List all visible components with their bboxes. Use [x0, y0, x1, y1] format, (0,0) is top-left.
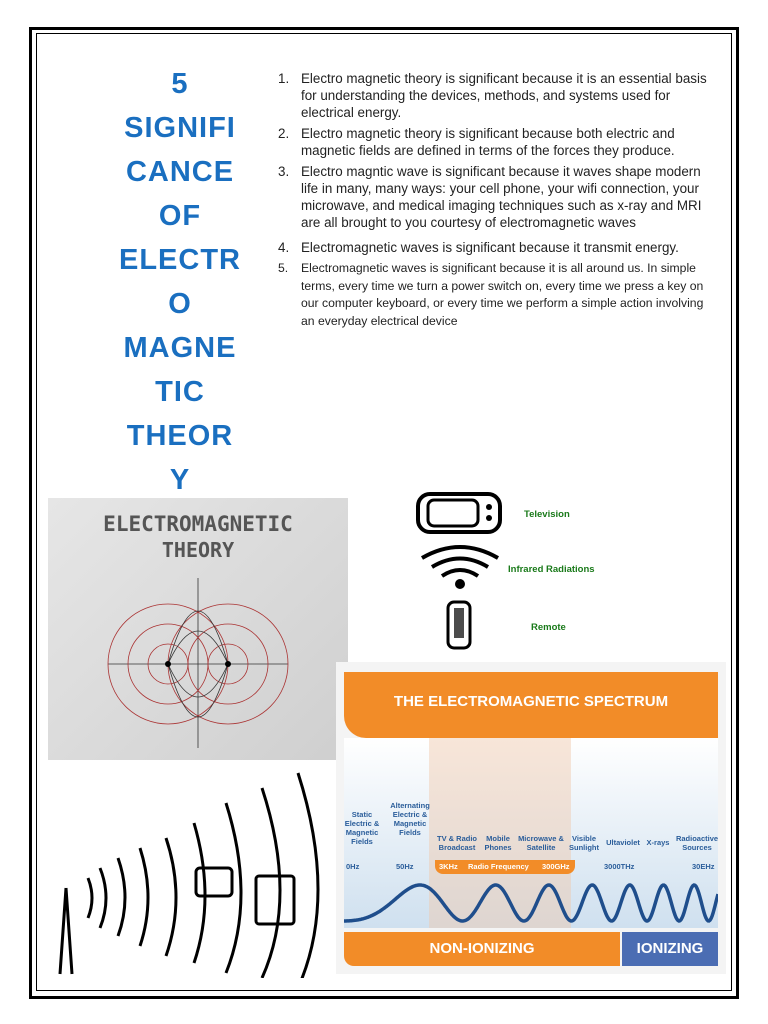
significance-list: [278, 70, 714, 334]
spectrum-label: X-rays: [646, 838, 670, 847]
frequency-label: 0Hz: [346, 862, 360, 871]
spectrum-label: Radioactive Sources: [675, 834, 719, 852]
image-subtitle: THEORY: [161, 538, 235, 562]
spectrum-label: TV & Radio Broadcast: [436, 834, 477, 852]
frequency-label: Radio Frequency: [468, 862, 529, 871]
item-text: Electro magntic wave is significant because it waves shape modern life in many, many ways: your cell phone, your wifi connection, your microwave, and medical imaging techniques such as x-ray and MRI are all brought to you courtesy of electromagnetic waves: [301, 164, 702, 230]
list-item: [278, 163, 714, 231]
list-item: [278, 125, 714, 159]
spectrum-label: Alternating Electric & Magnetic Fields: [390, 801, 430, 837]
spectrum-label: Microwave & Satellite: [518, 834, 564, 852]
radio-waves-illustration: [48, 768, 338, 978]
frequency-label: 50Hz: [396, 862, 414, 871]
television-icon: [418, 494, 500, 532]
list-item: [278, 260, 714, 330]
field-lines-diagram: [48, 498, 348, 760]
frequency-label: 30EHz: [692, 862, 715, 871]
title-line: 5: [171, 68, 189, 100]
title-line: OF: [158, 200, 202, 232]
item-number: 1.: [278, 71, 290, 86]
item-text: Electromagnetic waves is significant because it is all around us. In simple terms, every time we turn a power switch on, every time we press a key on our computer keyboard, or every time we perform a simple action involving an everyday electrical device: [301, 261, 704, 328]
device-icons: [416, 490, 516, 650]
item-text: Electro magnetic theory is significant because both electric and magnetic fields are defined in terms of the forces they produce.: [301, 126, 675, 158]
title-line: Y: [169, 464, 191, 496]
document-title: [94, 64, 266, 504]
title-line: CANCE: [125, 156, 235, 188]
spectrum-label: Mobile Phones: [484, 834, 512, 852]
remote-icon: [448, 602, 470, 648]
spectrum-label: Visible Sunlight: [569, 834, 599, 852]
title-line: O: [168, 288, 192, 320]
title-line: SIGNIFI: [124, 112, 236, 144]
frequency-label: 3000THz: [604, 862, 635, 871]
infrared-label: Infrared Radiations: [508, 564, 595, 575]
ionizing-label: IONIZING: [622, 932, 718, 966]
title-line: MAGNE: [123, 332, 237, 364]
image-title: ELECTROMAGNETIC: [103, 512, 293, 536]
item-number: 2.: [278, 126, 290, 141]
electromagnetic-spectrum-image: [336, 662, 726, 974]
item-number: 4.: [278, 240, 290, 255]
list-item: [278, 70, 714, 121]
title-line: THEOR: [126, 420, 234, 452]
item-number: 3.: [278, 164, 290, 179]
list-item: [278, 239, 714, 256]
item-text: Electromagnetic waves is significant because it transmit energy.: [301, 240, 679, 255]
television-label: Television: [524, 509, 570, 520]
item-text: Electro magnetic theory is significant because it is an essential basis for understanding the devices, methods, and systems used for electrical energy.: [301, 71, 707, 120]
frequency-label: 3KHz: [439, 862, 458, 871]
wifi-icon: [422, 547, 498, 587]
title-line: ELECTR: [119, 244, 241, 276]
frequency-label: 300GHz: [542, 862, 570, 871]
non-ionizing-label: NON-IONIZING: [344, 932, 620, 966]
electromagnetic-theory-image: [48, 498, 348, 760]
wave-graphic: [344, 876, 718, 930]
item-number: 5.: [278, 261, 289, 275]
remote-label: Remote: [531, 622, 566, 633]
title-line: TIC: [155, 376, 205, 408]
spectrum-label: Ultaviolet: [606, 838, 640, 847]
spectrum-label: Static Electric & Magnetic Fields: [344, 810, 380, 846]
spectrum-title: THE ELECTROMAGNETIC SPECTRUM: [344, 672, 718, 738]
